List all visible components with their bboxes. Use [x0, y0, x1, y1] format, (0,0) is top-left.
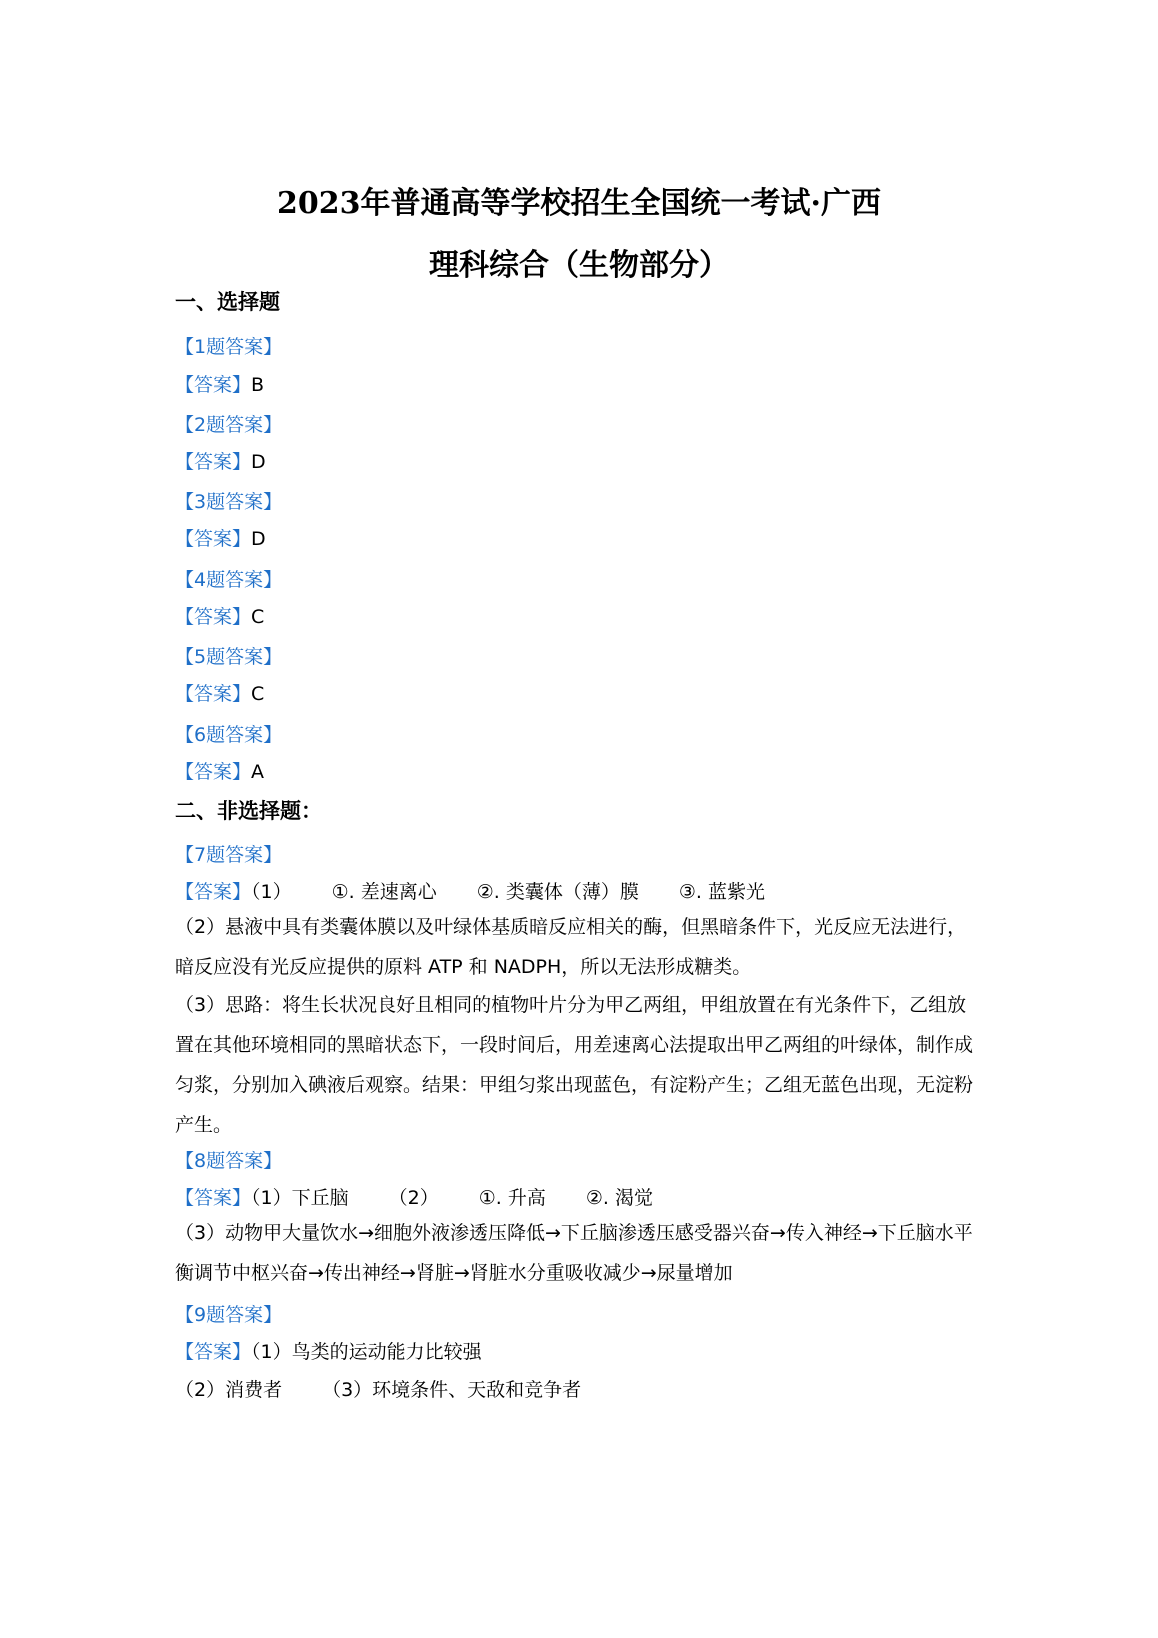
answer-value: A	[251, 761, 265, 783]
q7-part1-c: ③. 蓝紫光	[678, 881, 765, 903]
q6-heading: 【6题答案】	[175, 724, 283, 746]
answer-value: C	[251, 606, 265, 628]
answer-value: D	[251, 451, 266, 473]
answer-value: B	[251, 374, 265, 396]
q9-heading: 【9题答案】	[175, 1304, 283, 1326]
q7-part1-b: ②. 类囊体（薄）膜	[476, 881, 639, 903]
q8-part2-b: ②. 渴觉	[585, 1187, 653, 1209]
q8-part1: （1）下丘脑	[251, 1187, 349, 1209]
answer-tag: 【答案】	[175, 374, 252, 396]
section-heading-choice: 一、选择题	[175, 289, 280, 314]
doc-subtitle: 理科综合（生物部分）	[429, 248, 729, 283]
q5-heading: 【5题答案】	[175, 646, 283, 668]
q3-heading: 【3题答案】	[175, 491, 283, 513]
answer-tag: 【答案】	[175, 606, 252, 628]
answer-tag: 【答案】	[175, 1341, 252, 1363]
answer-tag: 【答案】	[175, 451, 252, 473]
answer-value: D	[251, 528, 266, 550]
q1-answer	[175, 370, 264, 397]
q2-heading: 【2题答案】	[175, 414, 283, 436]
q9-answer-2	[175, 1375, 581, 1402]
q1-heading: 【1题答案】	[175, 336, 283, 358]
q9-part3: （3）环境条件、天敌和竞争者	[322, 1379, 582, 1401]
q4-answer	[175, 602, 264, 629]
q7-heading: 【7题答案】	[175, 844, 283, 866]
q9-answer-1	[175, 1337, 482, 1364]
answer-tag: 【答案】	[175, 761, 252, 783]
q7-part3: （3）思路：将生长状况良好且相同的植物叶片分为甲乙两组，甲组放置在有光条件下，乙组放置在其他环境相同的黑暗状态下，一段时间后，用差速离心法提取出甲乙两组的叶绿体，制作成匀浆，分别加入碘液后观察。结果：甲组匀浆出现蓝色，有淀粉产生；乙组无蓝色出现，无淀粉产生。	[175, 994, 974, 1136]
answer-tag: 【答案】	[175, 683, 252, 705]
q4-heading: 【4题答案】	[175, 569, 283, 591]
q6-answer	[175, 757, 264, 784]
q5-answer	[175, 679, 264, 706]
q8-part2-a: ①. 升高	[478, 1187, 546, 1209]
q2-answer	[175, 447, 266, 474]
q7-part1-a: ①. 差速离心	[331, 881, 437, 903]
q8-answer-1	[175, 1183, 653, 1210]
q7-answer-1	[175, 877, 765, 904]
q8-part3: （3）动物甲大量饮水→细胞外液渗透压降低→下丘脑渗透压感受器兴奋→传入神经→下丘脑水平衡调节中枢兴奋→传出神经→肾脏→肾脏水分重吸收减少→尿量增加	[175, 1222, 973, 1284]
q7-part1-label: （1）	[251, 881, 292, 903]
answer-tag: 【答案】	[175, 881, 252, 903]
q9-part2: （2）消费者	[175, 1379, 283, 1401]
answer-tag: 【答案】	[175, 1187, 252, 1209]
answer-value: C	[251, 683, 265, 705]
q7-part2: （2）悬液中具有类囊体膜以及叶绿体基质暗反应相关的酶，但黑暗条件下，光反应无法进行，暗反应没有光反应提供的原料 ATP 和 NADPH，所以无法形成糖类。	[175, 916, 967, 978]
doc-title: 2023年普通高等学校招生全国统一考试·广西	[277, 186, 881, 221]
section-heading-nonchoice: 二、非选择题：	[175, 798, 322, 823]
answer-tag: 【答案】	[175, 528, 252, 550]
q8-part2-label: （2）	[388, 1187, 439, 1209]
q9-part1: （1）鸟类的运动能力比较强	[251, 1341, 482, 1363]
q8-heading: 【8题答案】	[175, 1150, 283, 1172]
q3-answer	[175, 524, 266, 551]
